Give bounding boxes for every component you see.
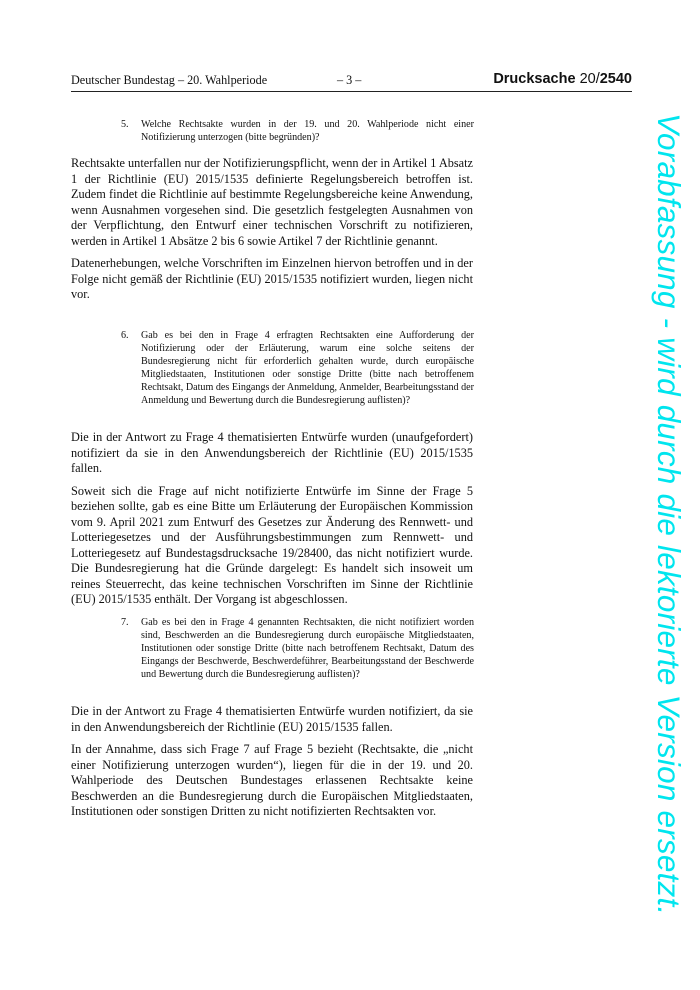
question-6 [121,329,474,407]
question-7 [121,616,474,681]
answer-paragraph: Die in der Antwort zu Frage 4 thematisierten Entwürfe wurden notifiziert, da sie in den Anwendungsbereich der Richtlinie (EU) 2015/1535 fallen. [71,704,473,734]
page-header [71,71,632,92]
header-publication: Deutscher Bundestag – 20. Wahlperiode [71,73,268,87]
answer-5 [71,156,473,310]
answer-paragraph: In der Annahme, dass sich Frage 7 auf Frage 5 bezieht (Rechtsakte, die „nicht einer Notifizierung unterzogen wurden“), liegen für die in der 19. und 20. Wahlperiode des Deutschen Bundestages erlassenen Rechtsakte keine Beschwerden an die Bundesregierung durch die Europäischen Mitgliedstaaten, Institutionen oder sonstigen Dritten zu nicht notifizierten Rechtsakten vor. [71,742,473,818]
answer-paragraph: Soweit sich die Frage auf nicht notifizierte Entwürfe im Sinne der Frage 5 beziehen sollte, gab es eine Bitte um Erläuterung der Europäischen Kommission vom 9. April 2021 zum Entwurf des Gesetzes zur Änderung des Rennwett- und Lotteriegesetzes und der Ausführungsbestimmungen zum Rennwett- und Lotteriegesetz auf Bundestagsdrucksache 19/28400, das nicht notifiziert wurde. Die Bundesregierung hat die Gründe dargelegt: Es handelt sich insoweit um reines Steuerrecht, das keine technischen Vorschriften im Sinne der Richtlinie (EU) 2015/1535 enthält. Der Vorgang ist abgeschlossen. [71,483,473,606]
draft-watermark [649,113,689,916]
answer-paragraph: Rechtsakte unterfallen nur der Notifizierungspflicht, wenn der in Artikel 1 Absatz 1 der Richtlinie (EU) 2015/1535 definierte Regelungsbereich betroffen ist. Zudem findet die Richtlinie auf bestimmte Regelungsbereiche keine Anwendung, wenn Ausnahmen vorgesehen sind. Die gesetzlich festgelegten Ausnahmen von der Verpflichtung, den Entwurf einer technischen Vorschrift zu notifizieren, werden in Artikel 1 Absätze 2 bis 6 sowie Artikel 7 der Richtlinie genannt. [71,156,473,248]
question-text: Gab es bei den in Frage 4 genannten Rechtsakten, die nicht notifiziert worden sind, Beschwerden an die Bundesregierung durch europäische Mitgliedstaaten, Institutionen oder sonstige Dritte (bitte nach betroffenem Rechtsakt, Datum des Eingangs der Beschwerde, Beschwerdeführer, Bearbeitungsstand der Beschwerde und Bewertung durch die Bundesregierung auflisten)? [141,617,474,680]
answer-paragraph: Datenerhebungen, welche Vorschriften im Einzelnen hiervon betroffen und in der Folge nicht gemäß der Richtlinie (EU) 2015/1535 notifiziert wurden, liegen nicht vor. [71,256,473,301]
document-number-prefix: 20/ [579,71,600,87]
question-number: 6. [121,330,129,341]
question-text: Gab es bei den in Frage 4 erfragten Rechtsakten eine Aufforderung der Notifizierung oder der Erläuterung, warum eine solche seitens der Bundesregierung nicht für erforderlich gehalten wurde, durch europäische Mitgliedstaaten, Institutionen oder sonstige Dritte (bitte nach betroffenem Rechtsakt, Datum des Eingangs der Anmeldung, Anmelder, Bearbeitungsstand der Anmeldung und Bewertung durch die Bundesregierung auflisten)? [141,330,474,406]
document-label: Drucksache [493,71,576,87]
answer-paragraph: Die in der Antwort zu Frage 4 thematisierten Entwürfe wurden (unaufgefordert) notifiziert da sie in den Anwendungsbereich der Richtlinie (EU) 2015/1535 fallen. [71,430,473,475]
document-number-value: 2540 [599,71,632,87]
page-number: – 3 – [337,73,362,87]
question-text: Welche Rechtsakte wurden in der 19. und 20. Wahlperiode nicht einer Notifizierung unterzogen (bitte begründen)? [141,119,474,143]
draft-watermark-text: Vorabfassung - wird durch die lektorierte Version ersetzt. [651,113,687,916]
question-number: 7. [121,617,129,628]
question-number: 5. [121,119,129,130]
question-5 [121,118,474,144]
document-number [493,71,632,87]
answer-7 [71,704,473,827]
answer-6 [71,430,473,615]
